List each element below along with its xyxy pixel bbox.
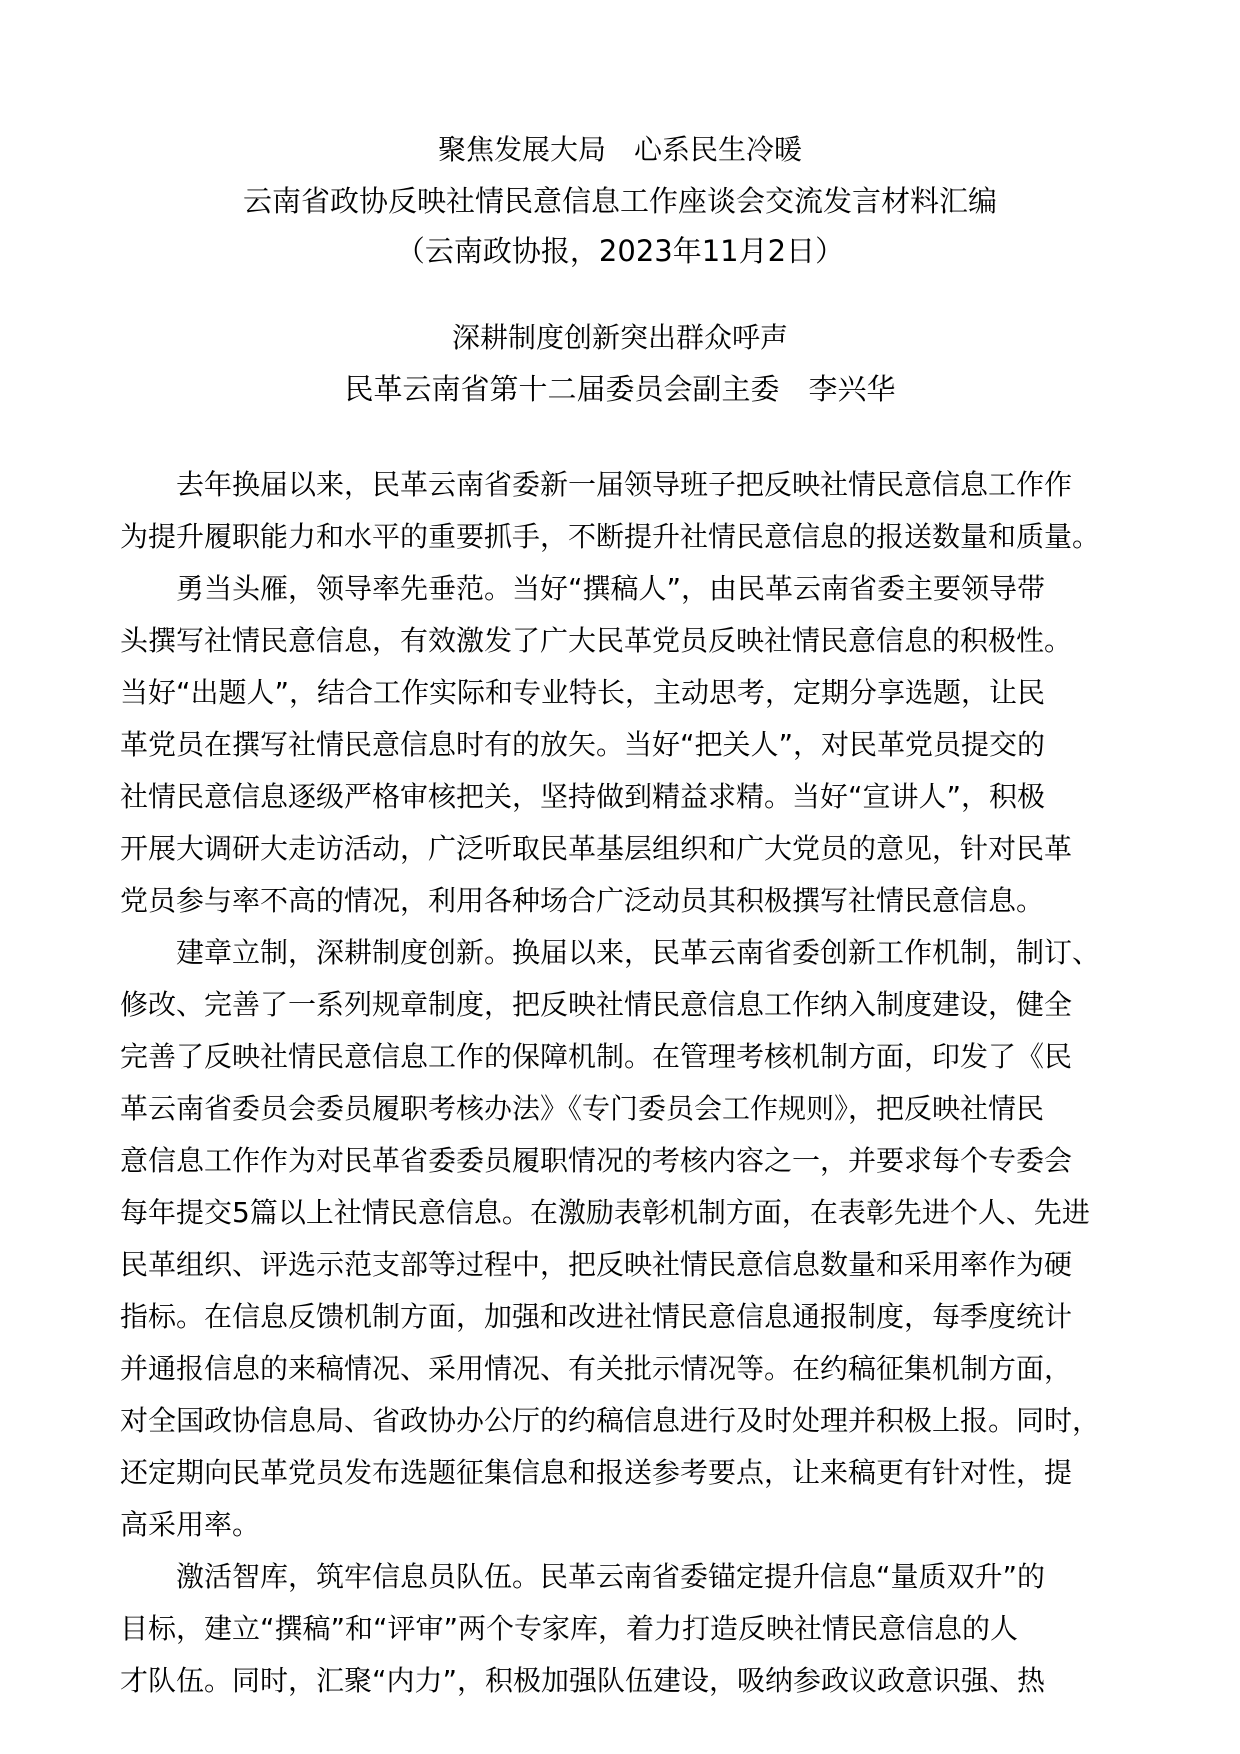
paragraph-line: 党员参与率不高的情况，利用各种场合广泛动员其积极撰写社情民意信息。 [120,884,1045,917]
paragraph-line: 指标。在信息反馈机制方面，加强和改进社情民意信息通报制度，每季度统计 [120,1300,1073,1333]
paragraph-line: 对全国政协信息局、省政协办公厅的约稿信息进行及时处理并积极上报。同时， [120,1404,1101,1437]
paragraph-line: 并通报信息的来稿情况、采用情况、有关批示情况等。在约稿征集机制方面， [120,1352,1073,1385]
paragraph-line: 开展大调研大走访活动，广泛听取民革基层组织和广大党员的意见，针对民革 [120,832,1073,865]
paragraph-line: 意信息工作作为对民革省委委员履职情况的考核内容之一，并要求每个专委会 [120,1144,1073,1177]
document-kicker: 聚焦发展大局 心系民生冷暖 [437,133,802,166]
paragraph-line: 激活智库，筑牢信息员队伍。民革云南省委锚定提升信息“量质双升”的 [176,1560,1046,1593]
paragraph-line: 为提升履职能力和水平的重要抓手，不断提升社情民意信息的报送数量和质量。 [120,520,1101,553]
article-body [120,459,1128,1707]
paragraph-line: 民革组织、评选示范支部等过程中，把反映社情民意信息数量和采用率作为硬 [120,1248,1073,1281]
paragraph [120,927,1128,1551]
paragraph [120,1551,1128,1707]
paragraph-line: 建章立制，深耕制度创新。换届以来，民革云南省委创新工作机制，制订、 [176,936,1101,969]
paragraph-line: 去年换届以来，民革云南省委新一届领导班子把反映社情民意信息工作作 [176,468,1073,501]
paragraph-line: 当好“出题人”，结合工作实际和专业特长，主动思考，定期分享选题，让民 [120,676,1046,709]
paragraph-line: 目标，建立“撰稿”和“评审”两个专家库，着力打造反映社情民意信息的人 [120,1612,1019,1645]
paragraph-line: 高采用率。 [120,1508,261,1541]
paragraph-line: 修改、完善了一系列规章制度，把反映社情民意信息工作纳入制度建设，健全 [120,988,1073,1021]
article-title: 深耕制度创新突出群众呼声 [451,321,788,354]
document-title: 云南省政协反映社情民意信息工作座谈会交流发言材料汇编 [242,184,997,218]
paragraph-line: 头撰写社情民意信息，有效激发了广大民革党员反映社情民意信息的积极性。 [120,624,1073,657]
paragraph-line: 社情民意信息逐级严格审核把关，坚持做到精益求精。当好“宣讲人”，积极 [120,780,1046,813]
paragraph [120,459,1128,563]
article-author: 民革云南省第十二届委员会副主委 李兴华 [344,372,896,406]
paragraph-line: 革云南省委员会委员履职考核办法》《专门委员会工作规则》，把反映社情民 [120,1092,1045,1125]
paragraph-line: 每年提交5篇以上社情民意信息。在激励表彰机制方面，在表彰先进个人、先进 [120,1196,1090,1229]
paragraph-line: 还定期向民革党员发布选题征集信息和报送参考要点，让来稿更有针对性，提 [120,1456,1073,1489]
document-source: （云南政协报，2023年11月2日） [395,234,845,268]
paragraph-line: 才队伍。同时，汇聚“内力”，积极加强队伍建设，吸纳参政议政意识强、热 [120,1664,1046,1697]
paragraph-line: 完善了反映社情民意信息工作的保障机制。在管理考核机制方面，印发了《民 [120,1040,1073,1073]
paragraph-line: 革党员在撰写社情民意信息时有的放矢。当好“把关人”，对民革党员提交的 [120,728,1046,761]
paragraph-line: 勇当头雁，领导率先垂范。当好“撰稿人”，由民革云南省委主要领导带 [176,572,1046,605]
paragraph [120,563,1128,927]
